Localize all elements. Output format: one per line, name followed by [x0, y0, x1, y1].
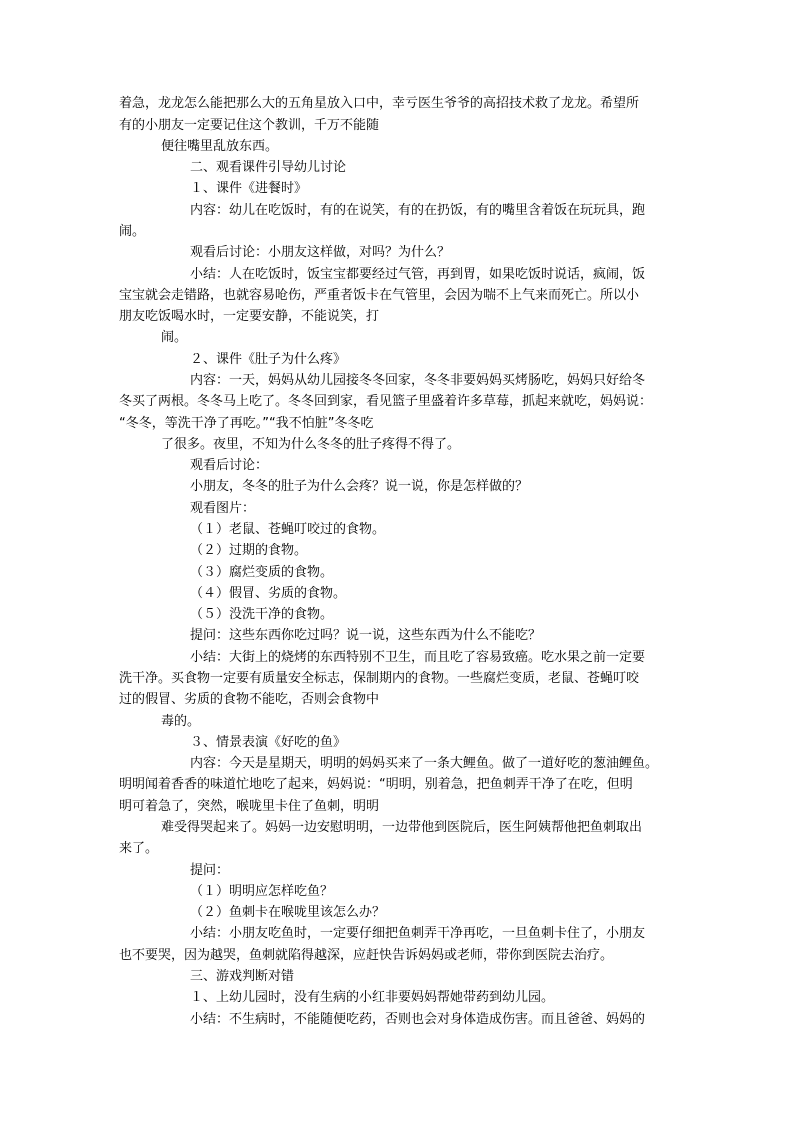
text-line: 宝宝就会走错路，也就容易呛伤，严重者饭卡在气管里，会因为喘不上气来而死亡。所以小 — [119, 288, 640, 303]
text-line: 过的假冒、劣质的食物不能吃，否则会食物中 — [119, 692, 380, 707]
list-item: （２）鱼刺卡在喉咙里该怎么办？ — [190, 905, 386, 920]
text-line: 内容：今天是星期天，明明的妈妈买来了一条大鲤鱼。做了一道好吃的葱油鲤鱼。 — [190, 756, 659, 771]
text-line: 难受得哭起来了。妈妈一边安慰明明，一边带他到医院后，医生阿姨帮他把鱼刺取出 — [161, 820, 643, 835]
text-line: 洗干净。买食物一定要有质量安全标志，保制期内的食物。一些腐烂变质，老鼠、苍蝇叮咬 — [119, 671, 640, 686]
section-heading: 三、游戏判断对错 — [190, 969, 295, 984]
text-line: 朋友吃饭喝水时，一定要安静，不能说笑，打 — [119, 309, 380, 324]
text-line: 内容：一天，妈妈从幼儿园接冬冬回家，冬冬非要妈妈买烤肠吃，妈妈只好给冬 — [190, 373, 646, 388]
text-line: 来了。 — [119, 841, 159, 856]
subsection-heading: １、课件《进餐时》 — [190, 181, 308, 196]
section-heading: 二、观看课件引导幼儿讨论 — [190, 160, 347, 175]
text-line: 提问： — [190, 863, 230, 878]
text-line: 小结：不生病时，不能随便吃药，否则也会对身体造成伤害。而且爸爸、妈妈的 — [190, 1012, 646, 1027]
text-line: 毒的。 — [161, 714, 201, 729]
text-line: 也不要哭，因为越哭，鱼刺就陷得越深，应赶快告诉妈妈或老师，带你到医院去治疗。 — [119, 948, 614, 963]
subsection-heading: ３、情景表演《好吃的鱼》 — [190, 735, 347, 750]
list-item: （５）没洗干净的食物。 — [190, 607, 334, 622]
text-line: 观看后讨论： — [190, 458, 269, 473]
text-line: “冬冬，等洗干净了再吃。”“我不怕脏”冬冬吃 — [119, 416, 374, 431]
list-item: （２）过期的食物。 — [190, 543, 308, 558]
text-line: 闹。 — [161, 330, 188, 345]
subsection-heading: １、上幼儿园时，没有生病的小红非要妈妈帮她带药到幼儿园。 — [190, 990, 555, 1005]
text-line: 着急，龙龙怎么能把那么大的五角星放入口中，幸亏医生爷爷的高招技术救了龙龙。希望所 — [119, 96, 640, 111]
list-item: （１）老鼠、苍蝇叮咬过的食物。 — [190, 522, 386, 537]
text-line: 冬买了两根。冬冬马上吃了。冬冬回到家，看见篮子里盛着许多草莓，抓起来就吃，妈妈说： — [119, 394, 653, 409]
text-line: 明明闻着香香的味道忙地吃了起来，妈妈说：“明明，别着急，把鱼刺弄干净了在吃，但明 — [119, 777, 633, 792]
text-line: 了很多。夜里，不知为什么冬冬的肚子疼得不得了。 — [161, 437, 461, 452]
subsection-heading: ２、课件《肚子为什么疼》 — [190, 352, 347, 367]
text-line: 观看图片： — [190, 501, 256, 516]
text-line: 小结：人在吃饭时，饭宝宝都要经过气管，再到胃，如果吃饭时说话，疯闹，饭 — [190, 267, 646, 282]
text-line: 有的小朋友一定要记住这个教训，千万不能随 — [119, 118, 380, 133]
text-line: 便往嘴里乱放东西。 — [161, 139, 279, 154]
text-line: 小结：小朋友吃鱼时，一定要仔细把鱼刺弄干净再吃，一旦鱼刺卡住了，小朋友 — [190, 926, 646, 941]
text-line: 提问：这些东西你吃过吗？说一说，这些东西为什么不能吃？ — [190, 628, 542, 643]
list-item: （４）假冒、劣质的食物。 — [190, 586, 347, 601]
list-item: （３）腐烂变质的食物。 — [190, 565, 334, 580]
text-line: 小结：大街上的烧烤的东西特别不卫生，而且吃了容易致癌。吃水果之前一定要 — [190, 650, 646, 665]
text-line: 观看后讨论：小朋友这样做，对吗？为什么？ — [190, 245, 451, 260]
text-line: 内容：幼儿在吃饭时，有的在说笑，有的在扔饭，有的嘴里含着饭在玩玩具，跑 — [190, 203, 646, 218]
list-item: （１）明明应怎样吃鱼？ — [190, 884, 334, 899]
text-line: 小朋友，冬冬的肚子为什么会疼？说一说，你是怎样做的？ — [190, 479, 529, 494]
text-line: 闹。 — [119, 224, 146, 239]
text-line: 明可着急了，突然，喉咙里卡住了鱼刺，明明 — [119, 799, 380, 814]
